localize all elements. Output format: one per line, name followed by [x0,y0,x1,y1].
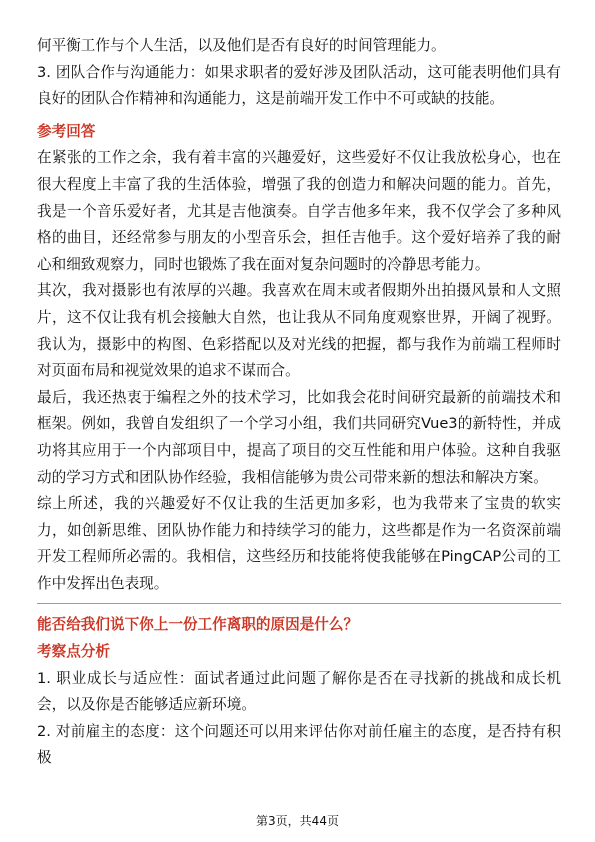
section-divider [37,603,561,604]
analysis-point-attitude: 2. 对前雇主的态度：这个问题还可以用来评估你对前任雇主的态度，是否持有积极 [37,722,561,767]
analysis-point-growth: 1. 职业成长与适应性：面试者通过此问题了解你是否在寻找新的挑战和成长机会，以及你是否能够适应新环境。 [37,669,561,714]
answer-paragraph-music: 在紧张的工作之余，我有着丰富的兴趣爱好，这些爱好不仅让我放松身心，也在很大程度上丰富了我的生活体验，增强了我的创造力和解决问题的能力。首先，我是一个音乐爱好者，尤其是吉他演奏。自学吉他多年来，我不仅学会了多种风格的曲目，还经常参与朋友的小型音乐会，担任吉他手。这个爱好培养了我的耐心和细致观察力，同时也锻炼了我在面对复杂问题时的冷静思考能力。 [37,149,561,273]
answer-paragraph-tech-learning: 最后，我还热衷于编程之外的技术学习，比如我会花时间研究最新的前端技术和框架。例如，我曾自发组织了一个学习小组，我们共同研究Vue3的新特性，并成功将其应用于一个内部项目中，提高了项目的交互性能和用户体验。这种自我驱动的学习方式和团队协作经验，我相信能够为贵公司带来新的想法和解决方案。 [37,388,561,486]
analysis-heading: 考察点分析 [37,643,110,661]
paragraph-intro-continued: 何平衡工作与个人生活，以及他们是否有良好的时间管理能力。 [37,37,446,54]
question-heading: 能否给我们说下你上一份工作离职的原因是什么？ [37,616,359,634]
page-content [37,33,561,772]
page-number-footer: 第3页，共44页 [256,814,339,828]
answer-paragraph-summary: 综上所述，我的兴趣爱好不仅让我的生活更加多彩，也为我带来了宝贵的软实力，如创新思维、团队协作能力和持续学习的能力，这些都是作为一名资深前端开发工程师所必需的。我相信，这些经历和技能将使我能够在PingCAP公司的工作中发挥出色表现。 [37,495,561,592]
reference-answer-heading: 参考回答 [37,122,96,140]
paragraph-teamwork-point: 3. 团队合作与沟通能力：如果求职者的爱好涉及团队活动，这可能表明他们具有良好的团队合作精神和沟通能力，这是前端开发工作中不可或缺的技能。 [37,63,561,108]
answer-paragraph-photography: 其次，我对摄影也有浓厚的兴趣。我喜欢在周末或者假期外出拍摄风景和人文照片，这不仅让我有机会接触大自然，也让我从不同角度观察世界，开阔了视野。我认为，摄影中的构图、色彩搭配以及对光线的把握，都与我作为前端工程师时对页面布局和视觉效果的追求不谋而合。 [37,282,561,380]
